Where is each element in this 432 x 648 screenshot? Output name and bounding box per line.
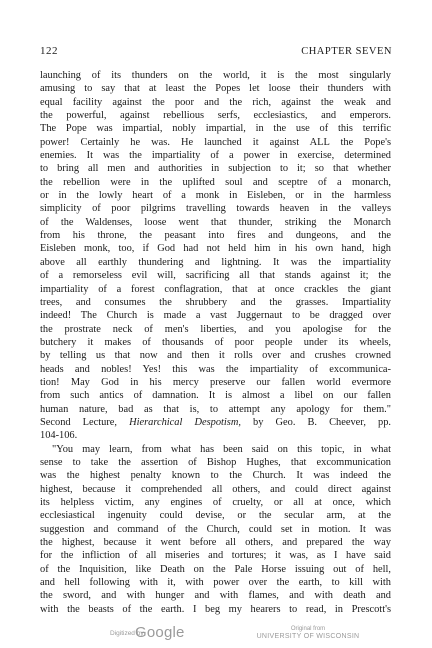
text-line: The Pope was impartial, nobly impartial, in the use of this terrific bbox=[40, 123, 391, 135]
text-line: impartiality of a forest conflagration, that at once crackles the giant bbox=[40, 283, 391, 295]
text-line: the rebellion were in the uplifted soul and sceptre of a monarch, bbox=[40, 176, 391, 188]
citation-author: by Geo. B. Cheever, pp. bbox=[240, 416, 391, 428]
text-line: suggestion and command of the Church, could set in motion. It was bbox=[40, 523, 391, 535]
text-line: the powerful, against rebellious serfs, ecclesiastics, and emperors. bbox=[40, 110, 391, 122]
running-header bbox=[40, 45, 392, 57]
text-line: of the Inquisition, like Death on the Pale Horse issuing out of hell, bbox=[40, 563, 391, 575]
text-line: equal facility against the poor and the rich, against the weak and bbox=[40, 96, 391, 108]
text-line: highest, because it comprehended all others, and could direct against bbox=[40, 483, 391, 495]
text-line: tion! May God in his mercy preserve our fallen world evermore bbox=[40, 376, 391, 388]
chapter-title: CHAPTER SEVEN bbox=[301, 46, 392, 57]
text-line: butchery it makes of thousands of poor people under its wheels, bbox=[40, 336, 391, 348]
text-line: the highest, because it went before all others, and prepared the way bbox=[40, 537, 391, 549]
text-line: from such antics of damnation. It is almost a libel on our fallen bbox=[40, 390, 391, 402]
text-line: enemies. It was the impartiality of a power in exercise, determined bbox=[40, 150, 391, 162]
text-line: its helpless victim, any engines of cruelty, or all at once, which bbox=[40, 497, 391, 508]
citation-title: Hierarchical Despotism, bbox=[129, 416, 241, 428]
text-line: by telling us that now and then it rolls over and crushes crowned bbox=[40, 350, 391, 362]
text-line: ecclesiastical ingenuity could devise, or the secular arm, at the bbox=[40, 510, 391, 522]
text-line: simplicity of poor pilgrims travelling towards heaven in the valleys bbox=[40, 203, 391, 215]
digitization-footer bbox=[0, 626, 432, 646]
text-line: of the Waldenses, loose went that thunder, striking the Monarch bbox=[40, 216, 391, 228]
text-line: power! Certainly he was. He launched it against ALL the Pope's bbox=[40, 136, 391, 148]
text-line: sense to take the assertion of Bishop Hughes, that excommunication bbox=[40, 456, 391, 468]
text-line: or in the lowly heart of a monk in Eisleben, or in the harmless bbox=[40, 190, 391, 202]
google-logo: Google bbox=[135, 624, 185, 641]
text-line: with the beasts of the earth. I beg my hearers to read, in Prescott's bbox=[40, 603, 391, 615]
text-line: to bring all men and authorities in subjection to it; so that whether bbox=[40, 163, 391, 175]
page-body bbox=[40, 69, 391, 616]
text-line: was the highest penalty known to the Church. It was indeed the bbox=[40, 470, 391, 482]
university-label: UNIVERSITY OF WISCONSIN bbox=[256, 633, 360, 640]
original-source bbox=[248, 625, 368, 641]
text-line: 104-106. bbox=[40, 430, 78, 442]
text-line: for the infliction of all miseries and tortures; it was, as I have said bbox=[40, 550, 391, 562]
text-line: "You may learn, from what has been said on this topic, in what bbox=[52, 443, 391, 455]
digitized-by-label: Digitized by bbox=[110, 630, 144, 637]
page-number: 122 bbox=[40, 45, 58, 57]
text-line: launching of its thunders on the world, it is the most singularly bbox=[40, 70, 391, 81]
text-line: of a remorseless evil will, sacrificing all that stands against it; the bbox=[40, 270, 391, 282]
text-line: indeed! The Church is made a vast Juggernaut to be dragged over bbox=[40, 310, 391, 322]
text-line: Eisleben monk, too, if God had not held him in his own hand, high bbox=[40, 243, 391, 255]
text-line: the prostrate neck of men's liberties, and you apologise for the bbox=[40, 323, 391, 335]
text-line: heads and nobles! Yes! this was the impartiality of excommunica- bbox=[40, 363, 391, 375]
text-line: the sword, and with hunger and with flames, and with death and bbox=[40, 590, 391, 602]
text-line: and hell following with it, with power over the earth, to kill with bbox=[40, 577, 391, 589]
citation-line bbox=[40, 416, 391, 429]
citation-prefix: Second Lecture, bbox=[40, 416, 130, 428]
text-line: from his throne, the peasant into fires and dungeons, and the bbox=[40, 230, 391, 242]
text-line: human nature, bad as that is, to attempt any apology for them." bbox=[40, 403, 391, 415]
text-line: trees, and consumes the shrubbery and the grasses. Impartiality bbox=[40, 296, 391, 308]
original-from-label: Original from bbox=[290, 626, 326, 632]
text-line: amusing to say that at least the Popes let loose their thunders with bbox=[40, 83, 391, 95]
text-line: above all earthly thundering and lightning. It was the impartiality bbox=[40, 256, 391, 268]
